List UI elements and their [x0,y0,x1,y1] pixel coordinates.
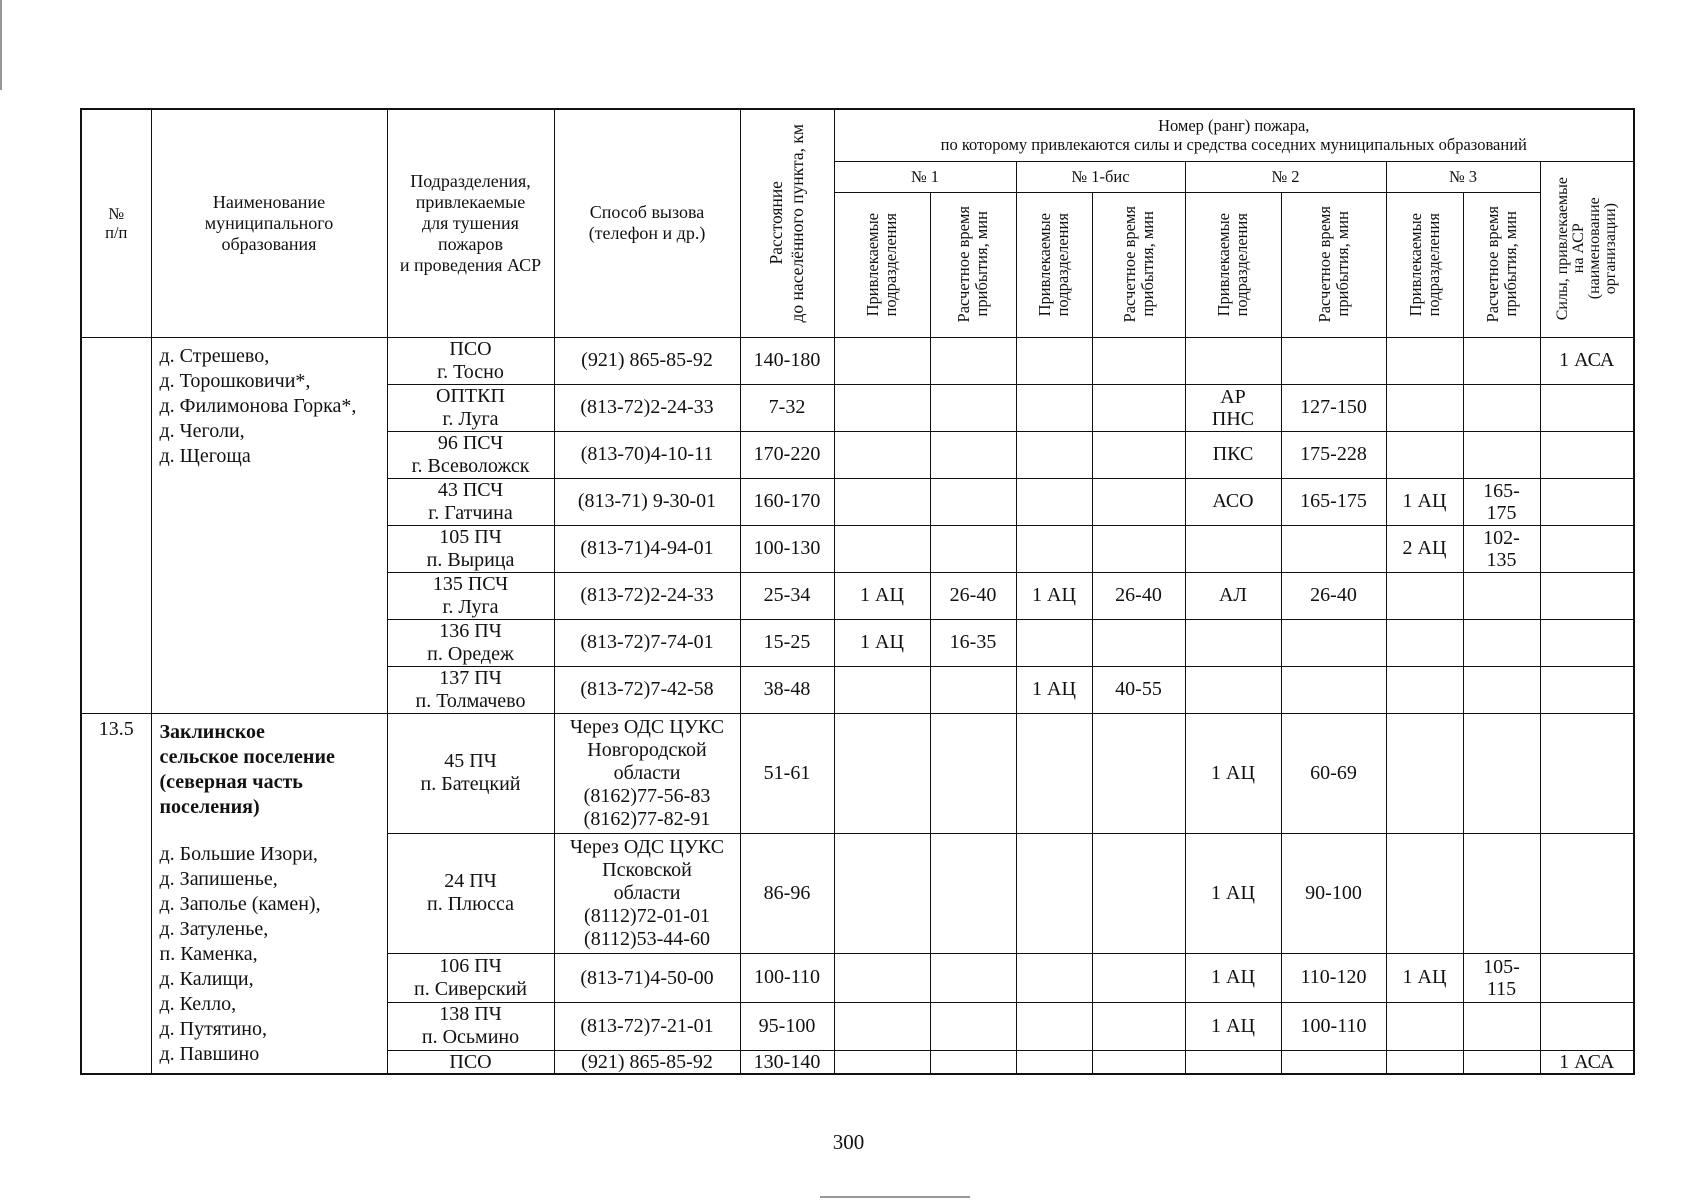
header-rank1bis-units: Привлекаемые подразделения [1016,192,1092,337]
rank1-time-cell [930,525,1016,572]
scan-bottom-mark [820,1196,970,1198]
call-cell: (813-72)7-74-01 [554,619,740,666]
unit-cell-line: г. Тосно [437,360,504,383]
unit-cell-line: п. Оредеж [427,642,514,665]
rank3-units-cell [1386,384,1463,431]
rank1-time-cell [930,478,1016,525]
rank1bis-units-cell [1016,1051,1092,1074]
asr-forces-cell [1540,953,1634,1002]
settlement-name: д. Стрешево, [159,344,270,367]
rank2-time-cell [1281,619,1386,666]
range-start: 102- [1483,526,1520,549]
rank3-units-cell [1386,619,1463,666]
header-rank1-time: Расчетное время прибытия, мин [930,192,1016,337]
unit-cell-line: 135 ПСЧ [432,572,509,595]
header-units: Подразделения, привлекаемые для тушения пожаров и проведения АСР [387,109,554,337]
rank1-time-cell [930,431,1016,478]
rank1bis-time-cell [1092,619,1185,666]
unit-cell-line: 43 ПСЧ [437,478,504,501]
distance-cell: 7-32 [740,384,834,431]
rank3-units-cell [1386,713,1463,833]
rank3-time-cell [1463,666,1540,713]
rank2-time-cell [1281,666,1386,713]
rank1-units-cell [834,953,930,1002]
asr-forces-cell [1540,1002,1634,1051]
rank1bis-units-cell: 1 АЦ [1016,666,1092,713]
asr-forces-cell [1540,431,1634,478]
unit-cell [387,619,554,666]
rank2-time-cell: 175-228 [1281,431,1386,478]
asr-forces-cell: 1 АСА [1540,1051,1634,1074]
unit-cell-line: г. Луга [442,595,499,618]
rank1bis-units-cell [1016,833,1092,953]
call-cell-line: (921) 865-85-92 [581,1050,713,1073]
rank3-time-cell [1463,337,1540,384]
header-number: № п/п [81,109,151,337]
call-cell: (813-70)4-10-11 [554,431,740,478]
rank2-time-cell [1281,337,1386,384]
rank2-time-cell: 60-69 [1281,713,1386,833]
unit-cell-line: 105 ПЧ [439,525,502,548]
settlement-name: п. Каменка, [159,942,258,965]
forces-table [80,108,1635,1075]
range-start: 105- [1483,955,1520,978]
rank1bis-time-cell: 26-40 [1092,572,1185,619]
rank1-units-cell [834,713,930,833]
rank2-time-cell [1281,1051,1386,1074]
distance-cell: 25-34 [740,572,834,619]
rank1bis-time-cell [1092,431,1185,478]
header-municipality: Наименование муниципального образования [151,109,387,337]
settlement-name: д. Чеголи, [159,419,245,442]
rank1bis-units-cell: 1 АЦ [1016,572,1092,619]
distance-cell: 130-140 [740,1051,834,1074]
distance-cell: 100-130 [740,525,834,572]
call-cell-line: Через ОДС ЦУКС [569,835,725,858]
rank3-time-cell [1463,384,1540,431]
rank1-units-cell [834,431,930,478]
municipality-title-line: сельское поселение [159,745,335,768]
range-end: 175 [1486,501,1517,524]
unit-cell [387,431,554,478]
unit-cell [387,1002,554,1051]
settlement-name: д. Путятино, [159,1017,267,1040]
asr-forces-cell [1540,619,1634,666]
rank3-time-cell [1463,1051,1540,1074]
rank1-time-cell [930,1051,1016,1074]
distance-cell: 170-220 [740,431,834,478]
rank3-units-cell [1386,431,1463,478]
scan-edge-mark [0,0,2,90]
call-cell-line: (8112)72-01-01 [584,904,710,927]
rank2-units-cell: АЛ [1185,572,1281,619]
distance-cell: 38-48 [740,666,834,713]
range-end: 115 [1486,977,1517,1000]
unit-cell [387,478,554,525]
call-cell-line: Новгородской [587,738,707,761]
rank1-units-cell [834,337,930,384]
rank3-time-cell [1463,619,1540,666]
rank3-time-cell [1463,525,1540,572]
unit-cell-line: п. Батецкий [420,773,521,796]
rank2-time-cell: 110-120 [1281,953,1386,1002]
header-rank2-units: Привлекаемые подразделения [1185,192,1281,337]
asr-forces-cell [1540,572,1634,619]
distance-cell: 140-180 [740,337,834,384]
unit-cell-line: п. Сиверский [414,977,527,1000]
rank2-time-cell: 90-100 [1281,833,1386,953]
header-rank-2: № 2 [1185,161,1386,192]
rank2-units-cell [1185,666,1281,713]
rank3-time-cell [1463,431,1540,478]
rank3-units-cell [1386,572,1463,619]
unit-cell-line: г. Всеволожск [411,454,530,477]
rank2-units-cell: ПКС [1185,431,1281,478]
document-sheet [80,108,1635,1075]
call-cell: (813-71) 9-30-01 [554,478,740,525]
settlement-name: д. Торошковичи*, [159,369,311,392]
rank3-units-cell [1386,1051,1463,1074]
header-rank2-time: Расчетное время прибытия, мин [1281,192,1386,337]
unit-cell [387,384,554,431]
settlement-name: д. Затуленье, [159,917,269,940]
rank1bis-time-cell [1092,1051,1185,1074]
rank2-units-cell [1185,619,1281,666]
settlement-name: д. Калищи, [159,967,254,990]
rank3-time-cell [1463,833,1540,953]
asr-forces-cell [1540,478,1634,525]
unit-cell-line: 136 ПЧ [439,619,502,642]
header-rank-1bis: № 1-бис [1016,161,1185,192]
unit-cell [387,337,554,384]
settlement-name: д. Заполье (камен), [159,892,321,915]
call-cell [554,1002,740,1051]
unit-cell-line: ПСО [449,1050,492,1073]
unit-line: ПНС [1211,407,1255,430]
call-cell-line: области [613,761,681,784]
call-cell [554,713,740,833]
call-cell-line: (8112)53-44-60 [584,927,710,950]
distance-cell: 51-61 [740,713,834,833]
header-rank1bis-time: Расчетное время прибытия, мин [1092,192,1185,337]
rank1-units-cell [834,525,930,572]
rank3-time-cell [1463,1002,1540,1051]
call-cell [554,833,740,953]
call-cell [554,1051,740,1074]
asr-forces-cell: 1 АСА [1540,337,1634,384]
rank1bis-time-cell [1092,525,1185,572]
rank2-time-cell [1281,525,1386,572]
range-start: 165- [1483,479,1520,502]
rank1-time-cell [930,1002,1016,1051]
rank3-units-cell [1386,833,1463,953]
unit-cell [387,525,554,572]
rank1bis-units-cell [1016,953,1092,1002]
rank2-time-cell: 100-110 [1281,1002,1386,1051]
header-rank1-units: Привлекаемые подразделения [834,192,930,337]
settlement-name: д. Запишенье, [159,867,278,890]
header-distance: Расстояние до населённого пункта, км [740,109,834,337]
rank2-time-cell: 127-150 [1281,384,1386,431]
call-cell-line: Через ОДС ЦУКС [569,715,725,738]
rank1-units-cell [834,384,930,431]
settlement-name: д. Большие Изори, [159,842,318,865]
unit-cell [387,713,554,833]
rank3-units-cell [1386,337,1463,384]
rank1-units-cell [834,833,930,953]
unit-cell-line: 24 ПЧ [444,870,497,893]
rank1-units-cell [834,478,930,525]
unit-cell-line: 45 ПЧ [444,750,497,773]
header-asr-forces: Силы, привлекаемые на АСР (наименование организации) [1540,161,1634,337]
unit-cell-line: г. Гатчина [428,501,513,524]
table-row [81,713,1634,833]
unit-line: АР [1220,385,1246,408]
rank3-units-cell: 1 АЦ [1386,953,1463,1002]
rank3-time-cell [1463,953,1540,1002]
rank1bis-time-cell [1092,1002,1185,1051]
rank2-units-cell: 1 АЦ [1185,833,1281,953]
call-cell: (813-72)7-42-58 [554,666,740,713]
rank1bis-units-cell [1016,1002,1092,1051]
rank2-units-cell: 1 АЦ [1185,713,1281,833]
row-number [81,337,151,713]
asr-forces-cell [1540,666,1634,713]
unit-cell [387,953,554,1002]
header-rank3-time: Расчетное время прибытия, мин [1463,192,1540,337]
rank2-time-cell: 26-40 [1281,572,1386,619]
unit-cell-line: ПСО [449,337,492,360]
table-body [81,337,1634,1074]
distance-cell: 160-170 [740,478,834,525]
rank1bis-time-cell [1092,337,1185,384]
call-cell-line: (813-71)4-50-00 [580,966,714,989]
rank1bis-units-cell [1016,478,1092,525]
rank3-time-cell [1463,572,1540,619]
unit-cell-line: 106 ПЧ [439,954,502,977]
unit-cell [387,1051,554,1074]
rank1-time-cell [930,384,1016,431]
rank1bis-time-cell [1092,384,1185,431]
rank2-units-cell [1185,525,1281,572]
settlements-cell [151,337,387,713]
call-cell: (921) 865-85-92 [554,337,740,384]
municipality-title-line: (северная часть [159,770,303,793]
call-cell: (813-71)4-94-01 [554,525,740,572]
rank1bis-units-cell [1016,384,1092,431]
rank1bis-time-cell [1092,953,1185,1002]
distance-cell: 100-110 [740,953,834,1002]
header-call-method: Способ вызова (телефон и др.) [554,109,740,337]
unit-cell-line: п. Толмачево [415,689,526,712]
asr-forces-cell [1540,384,1634,431]
unit-cell [387,833,554,953]
rank3-units-cell [1386,666,1463,713]
rank3-time-cell [1463,713,1540,833]
rank2-time-cell: 165-175 [1281,478,1386,525]
rank3-time-cell [1463,478,1540,525]
rank2-units-cell [1185,384,1281,431]
header-rank3-units: Привлекаемые подразделения [1386,192,1463,337]
asr-forces-cell [1540,713,1634,833]
range-end: 135 [1486,548,1517,571]
rank1bis-time-cell [1092,713,1185,833]
rank1-time-cell: 26-40 [930,572,1016,619]
settlement-name: д. Филимонова Горка*, [159,394,357,417]
rank2-units-cell [1185,1051,1281,1074]
page-number: 300 [832,1130,865,1154]
unit-cell [387,572,554,619]
rank1bis-units-cell [1016,713,1092,833]
rank1bis-units-cell [1016,337,1092,384]
call-cell-line: области [613,881,681,904]
call-cell-line: (8162)77-56-83 [583,784,711,807]
rank1bis-units-cell [1016,431,1092,478]
unit-cell-line: п. Плюсса [427,893,514,916]
rank1-time-cell [930,953,1016,1002]
municipality-title-line: поселения) [159,795,260,818]
rank1bis-time-cell: 40-55 [1092,666,1185,713]
settlement-name: д. Келло, [159,992,237,1015]
rank1-time-cell [930,833,1016,953]
call-cell: (813-72)2-24-33 [554,384,740,431]
rank1-units-cell: 1 АЦ [834,572,930,619]
settlement-name: д. Павшино [159,1042,260,1065]
unit-cell-line: п. Вырица [426,548,515,571]
distance-cell: 95-100 [740,1002,834,1051]
distance-cell: 15-25 [740,619,834,666]
rank1-time-cell: 16-35 [930,619,1016,666]
rank1-time-cell [930,337,1016,384]
table-row [81,337,1634,384]
unit-cell-line: п. Осьмино [421,1026,520,1049]
rank1-units-cell: 1 АЦ [834,619,930,666]
rank3-units-cell: 2 АЦ [1386,525,1463,572]
rank2-units-cell: 1 АЦ [1185,953,1281,1002]
header-fire-rank: Номер (ранг) пожара, по которому привлекаются силы и средства соседних муниципальных образований [834,109,1634,161]
call-cell-line: Псковской [602,858,692,881]
rank1-units-cell [834,1002,930,1051]
rank1-units-cell [834,666,930,713]
spacer [160,820,379,842]
header-rank-1: № 1 [834,161,1016,192]
rank1bis-units-cell [1016,525,1092,572]
rank2-units-cell: 1 АЦ [1185,1002,1281,1051]
rank2-units-cell: АСО [1185,478,1281,525]
call-cell-line: (813-72)7-21-01 [580,1015,714,1038]
rank1bis-time-cell [1092,833,1185,953]
unit-cell-line: ОПТКП [436,384,505,407]
rank1bis-units-cell [1016,619,1092,666]
asr-forces-cell [1540,833,1634,953]
rank1bis-time-cell [1092,478,1185,525]
rank3-units-cell: 1 АЦ [1386,478,1463,525]
municipality-title-line: Заклинское [159,720,265,743]
asr-forces-cell [1540,525,1634,572]
rank2-units-cell [1185,337,1281,384]
call-cell: (813-72)2-24-33 [554,572,740,619]
header-rank-3: № 3 [1386,161,1540,192]
unit-cell-line: 137 ПЧ [439,666,502,689]
unit-cell-line: 138 ПЧ [439,1003,502,1026]
rank1-time-cell [930,666,1016,713]
rank3-units-cell [1386,1002,1463,1051]
unit-cell-line: 96 ПСЧ [437,431,504,454]
unit-cell-line: г. Луга [442,407,499,430]
distance-cell: 86-96 [740,833,834,953]
call-cell [554,953,740,1002]
rank1-units-cell [834,1051,930,1074]
row-number: 13.5 [81,713,151,1074]
rank1-time-cell [930,713,1016,833]
unit-cell [387,666,554,713]
settlement-name: д. Щегоща [159,444,251,467]
municipality-cell [151,713,387,1074]
call-cell-line: (8162)77-82-91 [583,807,711,830]
